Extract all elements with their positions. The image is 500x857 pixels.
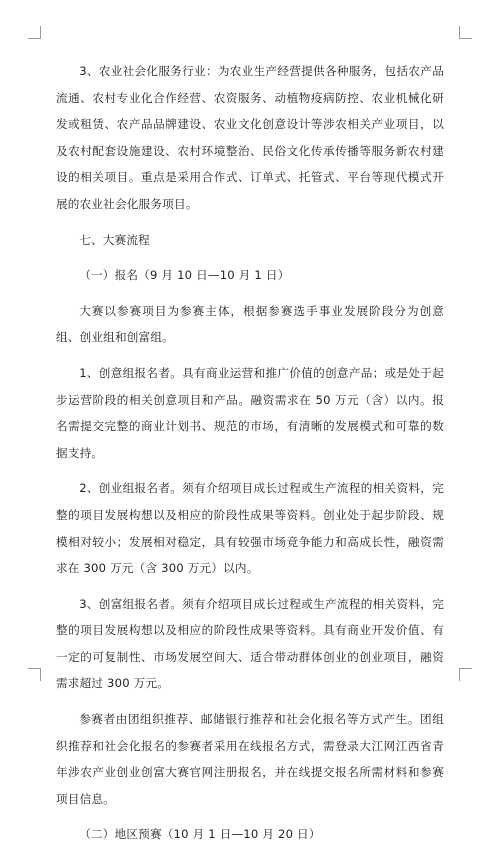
paragraph-wealth-group: 3、创富组报名者。须有介绍项目成长过程或生产流程的相关资料，完整的项目发展构想以及相应的阶段性成果等资料。具有商业开发价值、有一定的可复制性、市场发展空间大、适合带动群体创业的创业项目，融资需求超过 300 万元。 [56, 596, 444, 691]
paragraph-startup-group: 2、创业组报名者。须有介绍项目成长过程或生产流程的相关资料，完整的项目发展构想以及相应的阶段性成果等资料。创业处于起步阶段、规模相对较小；发展相对稳定，具有较强市场竞争能力和高成长性，融资需求在 300 万元（含 300 万元）以内。 [56, 481, 444, 576]
paragraph-groups-overview: 大赛以参赛项目为参赛主体，根据参赛选手事业发展阶段分为创意组、创业组和创富组。 [56, 303, 444, 345]
paragraph-service-industry: 3、农业社会化服务行业：为农业生产经营提供各种服务，包括农产品流通、农村专业化合作经营、农资服务、动植物疫病防控、农业机械化研发或租赁、农产品品牌建设、农业文化创意设计等涉农相关产业项目，以及农村配套设施建设、农村环境整治、民俗文化传承传播等服务新农村建设的相关项目。重点是采用合作式、订单式、托管式、平台等现代模式开展的农业社会化服务项目。 [56, 64, 444, 211]
paragraph-participant-sources: 参赛者由团组织推荐、邮储银行推荐和社会化报名等方式产生。团组织推荐和社会化报名的参赛者采用在线报名方式，需登录大江网江西省青年涉农产业创业创富大赛官网注册报名，并在线提交报名所需材料和参赛项目信息。 [56, 712, 444, 806]
crop-mark-top-left [28, 26, 41, 39]
crop-mark-top-right [459, 26, 472, 39]
crop-mark-bottom-right [459, 668, 472, 681]
paragraph-idea-group: 1、创意组报名者。具有商业运营和推广价值的创意产品；或是处于起步运营阶段的相关创意项目和产品。融资需求在 50 万元（含）以内。报名需提交完整的商业计划书、规范的市场，有清晰的发展模式和可靠的数据支持。 [56, 365, 444, 460]
subheading-regional-preliminary: （二）地区预赛（10 月 1 日—10 月 20 日） [79, 827, 321, 842]
crop-mark-bottom-left [28, 668, 41, 681]
subheading-registration: （一）报名（9 月 10 日—10 月 1 日） [79, 268, 290, 283]
document-body [56, 58, 444, 857]
section-heading-competition-process: 七、大赛流程 [79, 232, 150, 247]
